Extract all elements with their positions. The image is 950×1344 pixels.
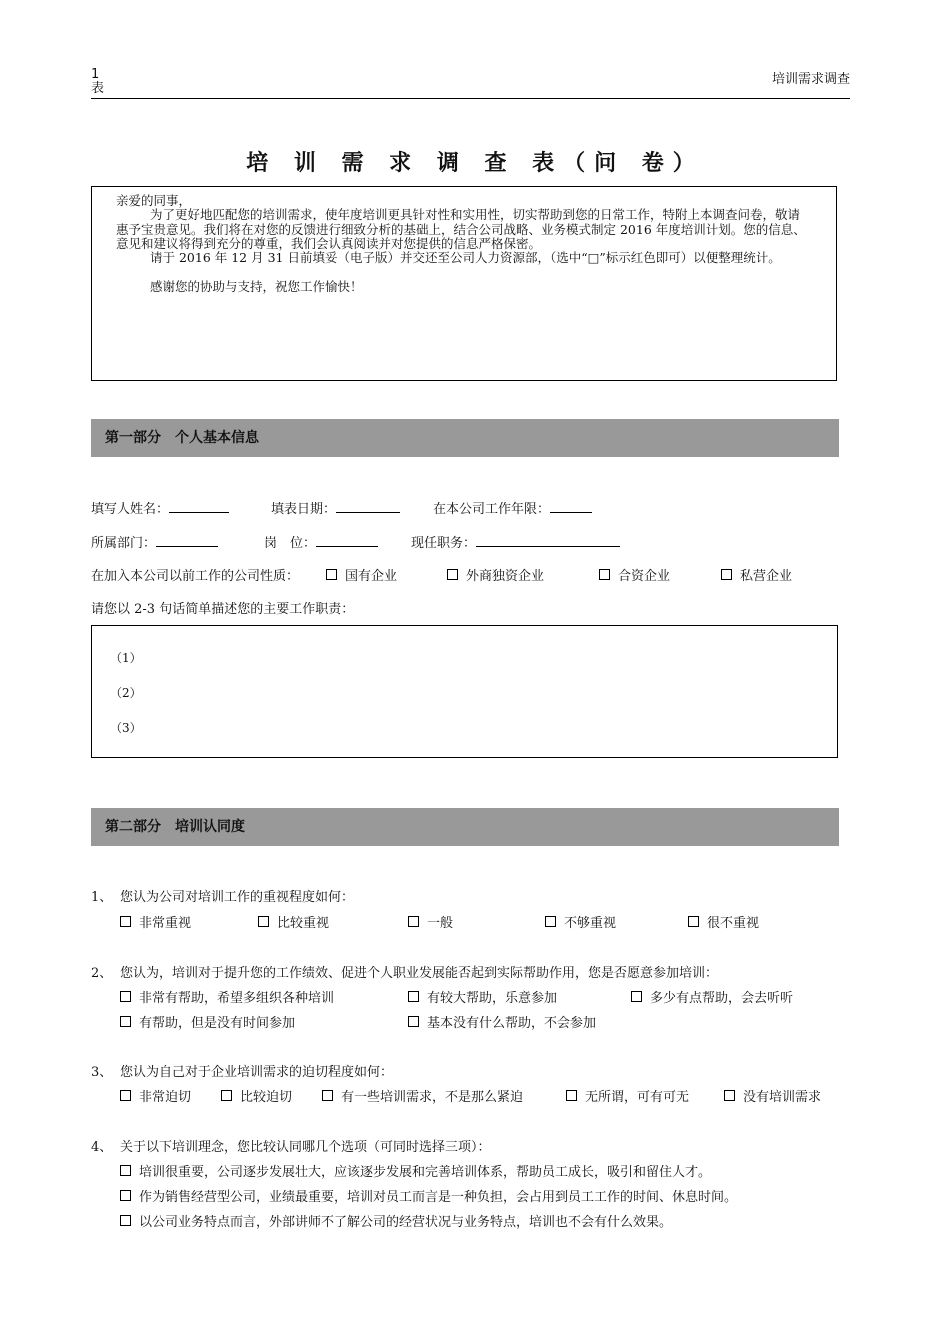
question-4-text: 关于以下培训理念，您比较认同哪几个选项（可同时选择三项）： bbox=[120, 1140, 491, 1155]
question-2-text: 您认为，培训对于提升您的工作绩效、促进个人职业发展能否起到实际帮助作用，您是否愿意参加培训： bbox=[120, 966, 719, 981]
page-title: 培 训 需 求 调 查 表（问 卷） bbox=[246, 151, 704, 176]
checkbox-icon[interactable] bbox=[120, 1016, 131, 1027]
q4-option[interactable]: 以公司业务特点而言，外部讲师不了解公司的经营状况与业务特点，培训也不会有什么效果。 bbox=[120, 1211, 672, 1230]
q3-option[interactable]: 没有培训需求 bbox=[724, 1086, 821, 1105]
company-type-option[interactable]: 私营企业 bbox=[721, 565, 792, 584]
q3-option[interactable]: 有一些培训需求，不是那么紧迫 bbox=[322, 1086, 523, 1105]
checkbox-icon[interactable] bbox=[258, 916, 269, 927]
name-field[interactable] bbox=[169, 500, 229, 513]
q1-option[interactable]: 不够重视 bbox=[545, 912, 616, 931]
checkbox-icon[interactable] bbox=[724, 1090, 735, 1101]
q2-option[interactable]: 非常有帮助，希望多组织各种培训 bbox=[120, 987, 334, 1006]
tenure-label: 在本公司工作年限： bbox=[433, 502, 551, 517]
position-row bbox=[411, 532, 620, 551]
duty-prompt: 请您以 2-3 句话简单描述您的主要工作职责： bbox=[91, 602, 355, 617]
q2-option[interactable]: 基本没有什么帮助，不会参加 bbox=[408, 1012, 596, 1031]
intro-paragraph-3: 感谢您的协助与支持，祝您工作愉快！ bbox=[150, 279, 363, 294]
duty-item-3: （3） bbox=[110, 721, 142, 735]
duty-item-2: （2） bbox=[110, 686, 142, 700]
section-2-header: 第二部分 培训认同度 bbox=[91, 808, 839, 846]
date-field[interactable] bbox=[336, 500, 400, 513]
q3-option[interactable]: 无所谓，可有可无 bbox=[566, 1086, 689, 1105]
checkbox-icon[interactable] bbox=[120, 1090, 131, 1101]
checkbox-icon[interactable] bbox=[447, 569, 458, 580]
q3-option[interactable]: 比较迫切 bbox=[221, 1086, 292, 1105]
checkbox-icon[interactable] bbox=[120, 1165, 131, 1176]
q2-option[interactable]: 多少有点帮助，会去听听 bbox=[631, 987, 793, 1006]
q1-option[interactable]: 很不重视 bbox=[688, 912, 759, 931]
page-number-bottom: 表 bbox=[91, 81, 105, 96]
header-title: 培训需求调查 bbox=[771, 72, 850, 87]
date-label: 填表日期： bbox=[271, 502, 337, 517]
position-field[interactable] bbox=[476, 534, 620, 547]
question-4-number: 4、 bbox=[91, 1140, 113, 1155]
dept-row bbox=[91, 532, 218, 551]
checkbox-icon[interactable] bbox=[631, 991, 642, 1002]
intro-greeting: 亲爱的同事， bbox=[116, 193, 192, 208]
question-1-text: 您认为公司对培训工作的重视程度如何： bbox=[120, 890, 355, 905]
duty-item-1: （1） bbox=[110, 651, 142, 665]
date-row bbox=[271, 498, 400, 517]
intro-paragraph-2: 请于 2016 年 12 月 31 日前填妥（电子版）并交还至公司人力资源部，（选中“□”标示红色即可）以便整理统计。 bbox=[150, 250, 781, 265]
checkbox-icon[interactable] bbox=[322, 1090, 333, 1101]
checkbox-icon[interactable] bbox=[120, 1190, 131, 1201]
checkbox-icon[interactable] bbox=[688, 916, 699, 927]
checkbox-icon[interactable] bbox=[326, 569, 337, 580]
company-type-option[interactable]: 国有企业 bbox=[326, 565, 397, 584]
post-row bbox=[264, 532, 378, 551]
post-label: 岗 位： bbox=[264, 536, 317, 551]
checkbox-icon[interactable] bbox=[566, 1090, 577, 1101]
q4-option[interactable]: 作为销售经营型公司，业绩最重要，培训对员工而言是一种负担，会占用到员工工作的时间、休息时间。 bbox=[120, 1186, 737, 1205]
company-type-option[interactable]: 合资企业 bbox=[599, 565, 670, 584]
name-row bbox=[91, 498, 229, 517]
page-number bbox=[91, 68, 104, 96]
q2-option[interactable]: 有较大帮助，乐意参加 bbox=[408, 987, 557, 1006]
question-3-text: 您认为自己对于企业培训需求的迫切程度如何： bbox=[120, 1065, 394, 1080]
company-type-label: 在加入本公司以前工作的公司性质： bbox=[91, 569, 300, 584]
section-1-header: 第一部分 个人基本信息 bbox=[91, 419, 839, 457]
position-label: 现任职务： bbox=[411, 536, 477, 551]
q1-option[interactable]: 一般 bbox=[408, 912, 453, 931]
tenure-row bbox=[433, 498, 592, 517]
page-number-top: 1 bbox=[91, 67, 100, 82]
checkbox-icon[interactable] bbox=[721, 569, 732, 580]
q2-option[interactable]: 有帮助，但是没有时间参加 bbox=[120, 1012, 295, 1031]
post-field[interactable] bbox=[316, 534, 378, 547]
question-2-number: 2、 bbox=[91, 966, 113, 981]
checkbox-icon[interactable] bbox=[120, 1215, 131, 1226]
q1-option[interactable]: 比较重视 bbox=[258, 912, 329, 931]
tenure-field[interactable] bbox=[550, 500, 592, 513]
checkbox-icon[interactable] bbox=[120, 916, 131, 927]
checkbox-icon[interactable] bbox=[599, 569, 610, 580]
question-3-number: 3、 bbox=[91, 1065, 113, 1080]
checkbox-icon[interactable] bbox=[408, 1016, 419, 1027]
company-type-option[interactable]: 外商独资企业 bbox=[447, 565, 544, 584]
checkbox-icon[interactable] bbox=[408, 991, 419, 1002]
q4-option[interactable]: 培训很重要，公司逐步发展壮大，应该逐步发展和完善培训体系，帮助员工成长，吸引和留住人才。 bbox=[120, 1161, 711, 1180]
dept-field[interactable] bbox=[156, 534, 218, 547]
name-label: 填写人姓名： bbox=[91, 502, 170, 517]
dept-label: 所属部门： bbox=[91, 536, 157, 551]
q3-option[interactable]: 非常迫切 bbox=[120, 1086, 191, 1105]
checkbox-icon[interactable] bbox=[120, 991, 131, 1002]
checkbox-icon[interactable] bbox=[408, 916, 419, 927]
header-rule bbox=[91, 98, 850, 99]
intro-box bbox=[91, 186, 837, 381]
checkbox-icon[interactable] bbox=[545, 916, 556, 927]
duty-box[interactable] bbox=[91, 625, 838, 758]
intro-paragraph-1: 为了更好地匹配您的培训需求，使年度培训更具针对性和实用性，切实帮助到您的日常工作，特附上本调查问卷，敬请惠予宝贵意见。我们将在对您的反馈进行细致分析的基础上，结合公司战略、业务模式制定 2016 年度培训计划。您的信息、意见和建议将得到充分的尊重，我们会认真阅读并对您提供的信息严格保密。 bbox=[116, 207, 806, 251]
question-1-number: 1、 bbox=[91, 890, 113, 905]
q1-option[interactable]: 非常重视 bbox=[120, 912, 191, 931]
checkbox-icon[interactable] bbox=[221, 1090, 232, 1101]
